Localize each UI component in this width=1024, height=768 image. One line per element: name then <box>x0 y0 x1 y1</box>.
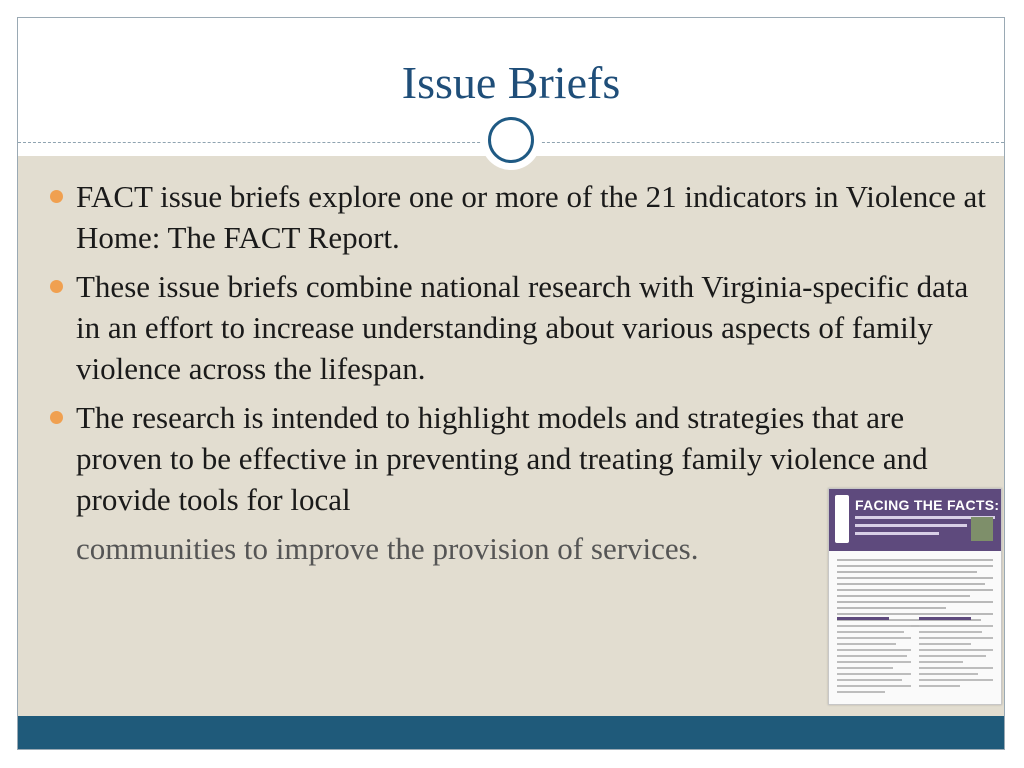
bullet-text: FACT issue briefs explore one or more of the 21 indicators in Violence at Home: The FACT Report. <box>76 179 986 255</box>
bullet-text: These issue briefs combine national research with Virginia-specific data in an effort to increase understanding about various aspects of family violence across the lifespan. <box>76 269 969 386</box>
thumbnail-column-right <box>919 617 993 691</box>
bullet-continuation: communities to improve the provision of services. <box>76 531 699 566</box>
slide-frame <box>17 17 1005 750</box>
bullet-dot-icon <box>50 280 63 293</box>
thumbnail-title: FACING THE FACTS: <box>855 497 1000 513</box>
thumbnail-columns <box>837 617 993 701</box>
thumbnail-photo-icon <box>971 517 993 541</box>
bullet-item-1 <box>46 176 986 258</box>
bullet-dot-icon <box>50 190 63 203</box>
footer-bar <box>18 716 1004 750</box>
bullet-text: The research is intended to highlight models and strategies that are proven to be effective in preventing and treating family violence and provide tools for local <box>76 400 928 517</box>
issue-brief-thumbnail <box>828 488 1002 705</box>
title-circle-icon <box>488 117 534 163</box>
bullet-dot-icon <box>50 411 63 424</box>
thumbnail-header <box>829 489 1001 551</box>
slide-title: Issue Briefs <box>401 57 621 108</box>
thumbnail-column-left <box>837 617 911 697</box>
bullet-item-2 <box>46 266 986 389</box>
logo-icon <box>835 495 849 543</box>
